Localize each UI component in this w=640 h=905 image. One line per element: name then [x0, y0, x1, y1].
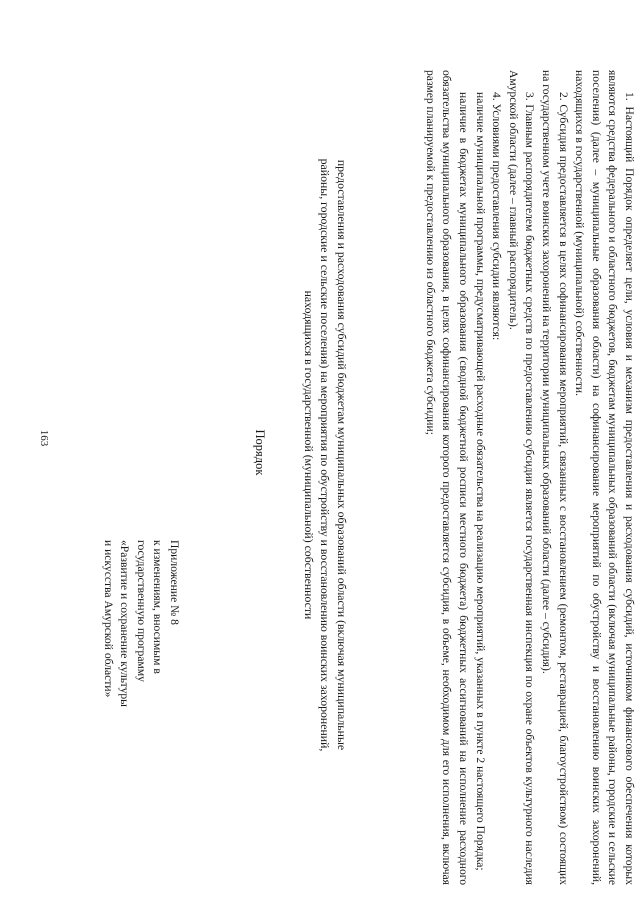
appendix-line: «Развитие и сохранение культуры: [118, 540, 132, 707]
appendix-line: государственную программу: [134, 540, 148, 682]
subtitle-line: районы, городские и сельские поселения) на мероприятия по обустройству и восстановлению воинских захоронений,: [318, 158, 333, 752]
appendix-line: и искусства Амурской области»: [101, 540, 115, 698]
appendix-heading: [99, 540, 182, 870]
paragraph-2: 2. Субсидия предоставляется в целях софинансирования мероприятий, связанных с восстановлением (ремонтом, реставрацией, благоустройством) состоящих на государственном учете воинских захоронений на территории муниципальных образований области (далее – субсидия).: [540, 70, 570, 885]
page-number: 163: [38, 429, 50, 447]
appendix-line: к изменениям, вносимым в: [151, 540, 165, 674]
paragraph-3: 3. Главным распорядителем бюджетных средств по предоставлению субсидии является государственная инспекция по охране объектов культурного наследия Амурской области (далее – главный распорядитель).: [506, 70, 537, 885]
condition-item: наличие в бюджетах муниципального образования (сводной бюджетной росписи местного бюджета) бюджетных ассигнований на исполнение расходного обязательства муниципального образования, в целях софинансирования которого предоставляется субсидия, в объеме, необходимом для его исполнения, включая размер планируемой к предоставлению из областного бюджета субсидии;: [423, 70, 471, 885]
document-body: [372, 70, 637, 885]
document-title: Порядок: [253, 429, 267, 476]
appendix-line: Приложение № 8: [168, 540, 181, 625]
subtitle-line: находящихся в государственной (муниципальной) собственности: [301, 290, 316, 620]
document-subtitle: [300, 40, 350, 870]
paragraph-1: 1. Настоящий Порядок определяет цели, условия и механизм предоставления и расходования субсидий, источником финансового обеспечения которых являются средства федерального и областного бюджетов, бюджетам муниципальных образований области (включая муниципальные районы, городские и сельские поселения) (далее – муниципальные образования области) на софинансирование мероприятий по обустройству и восстановлению воинских захоронений, находящихся в государственной (муниципальной) собственности.: [573, 70, 636, 885]
paragraph-4: 4. Условиями предоставления субсидии являются:: [490, 92, 504, 341]
subtitle-line: предоставления и расходования субсидий бюджетам муниципальных образований области (включая муниципальные: [335, 159, 349, 751]
condition-item: наличие муниципальной программы, предусматривающей расходные обязательства на реализацию мероприятий, указанных в пункте 2 настоящего Порядка;: [473, 92, 487, 871]
